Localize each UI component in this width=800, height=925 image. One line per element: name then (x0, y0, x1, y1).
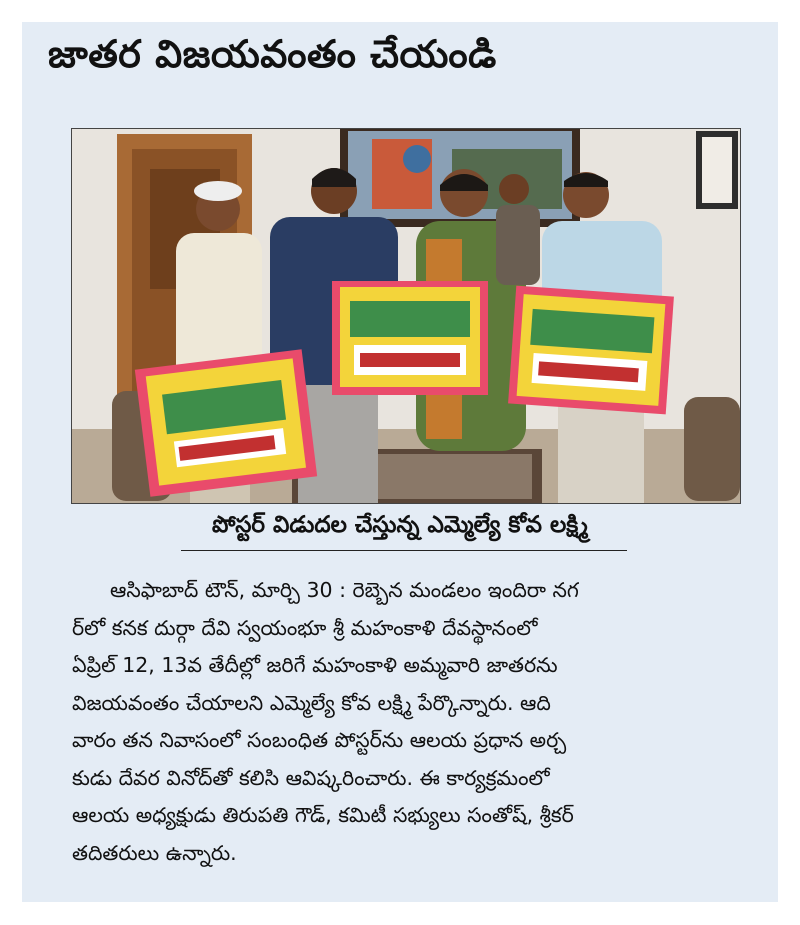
body-line: వారం తన నివాసంలో సంబంధిత పోస్టర్‌ను ఆలయ ప్రధాన అర్చ (72, 728, 567, 752)
headline: జాతర విజయవంతం చేయండి (48, 32, 497, 76)
article-body (72, 572, 742, 872)
photo-caption: పోస్టర్ విడుదల చేస్తున్న ఎమ్మెల్యే కోవ లక్ష్మి (212, 512, 588, 538)
body-line: కుడు దేవర వినోద్‌తో కలిసి ఆవిష్కరించారు. ఈ కార్యక్రమంలో (72, 765, 550, 790)
body-line: ర్‌లో కనక దుర్గా దేవి స్వయంభూ శ్రీ మహంకాళి దేవస్థానంలో (72, 615, 538, 640)
body-line: ఆలయ అధ్యక్షుడు తిరుపతి గౌడ్, కమిటీ సభ్యులు సంతోష్, శ్రీకర్ (72, 803, 574, 827)
body-line: ఆసిఫాబాద్ టౌన్, మార్చి 30 : రెబ్బెన మండలం ఇందిరా నగ (110, 578, 579, 602)
caption-underline (181, 550, 627, 551)
body-line: విజయవంతం చేయాలని ఎమ్మెల్యే కోవ లక్ష్మి పేర్కొన్నారు. ఆది (72, 690, 551, 715)
news-photo (71, 128, 741, 504)
body-line: తదితరులు ఉన్నారు. (72, 840, 237, 865)
body-line: ఏప్రిల్ 12, 13వ తేదీల్లో జరిగే మహంకాళి అమ్మవారి జాతరను (72, 653, 558, 677)
